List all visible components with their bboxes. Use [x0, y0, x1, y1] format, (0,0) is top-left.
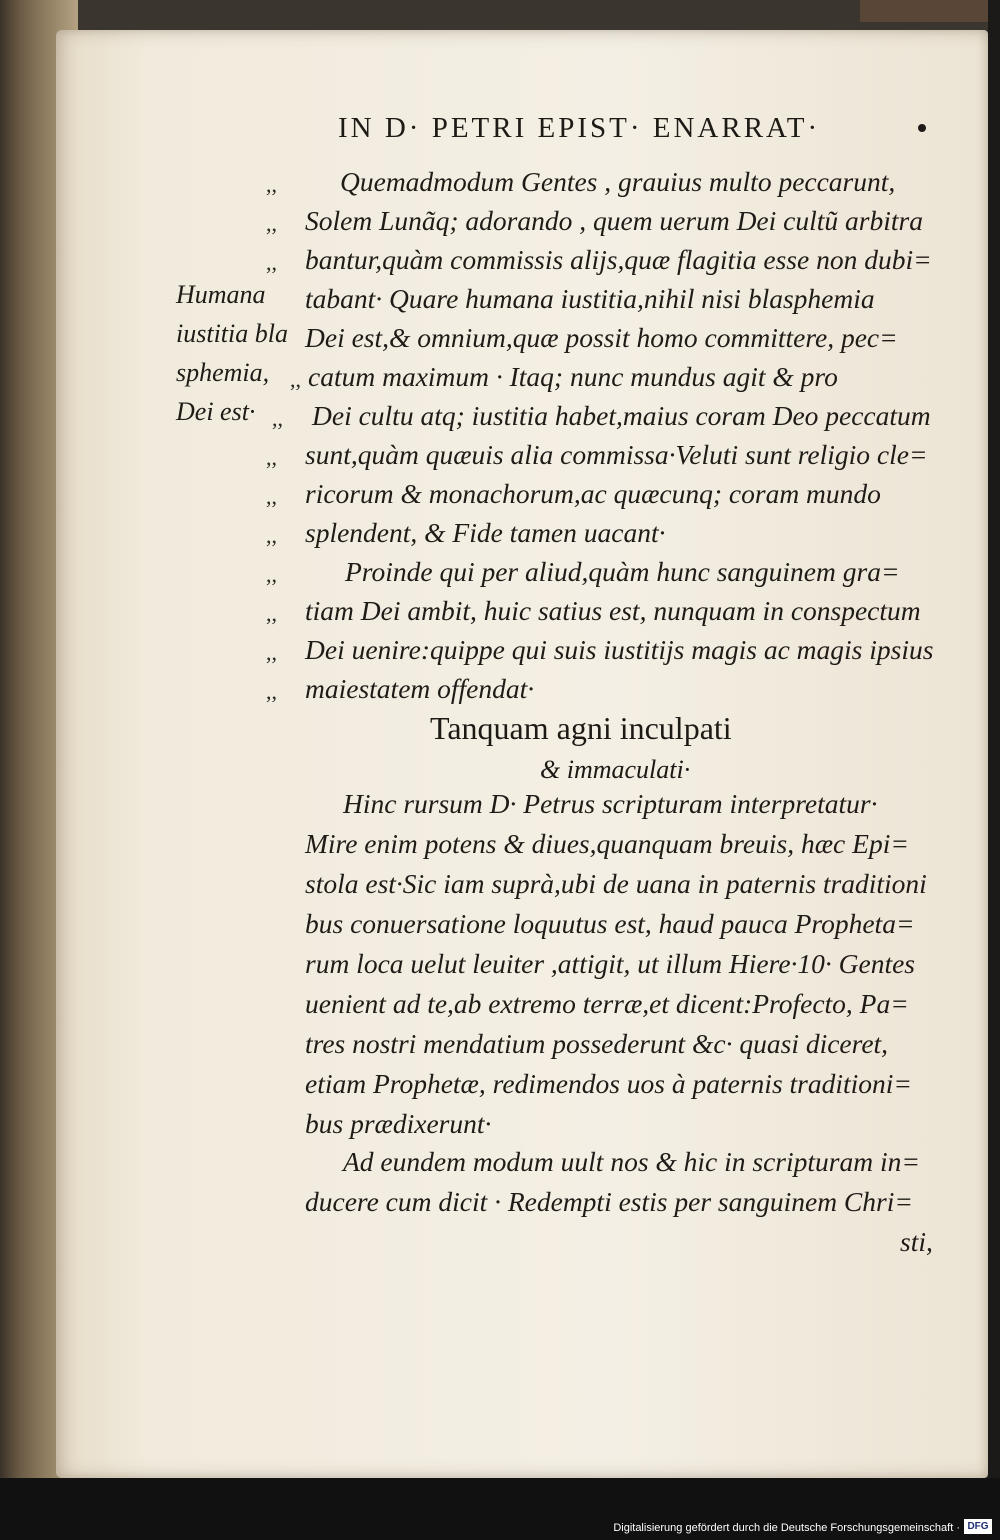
- marginal-note-line: Dei est·: [176, 397, 256, 426]
- quote-mark: ,,: [266, 211, 277, 236]
- quote-mark: ,,: [266, 640, 277, 665]
- funding-notice: Digitalisierung gefördert durch die Deutsche Forschungsgemeinschaft ·: [613, 1522, 960, 1534]
- book-cover-corner: [860, 0, 1000, 22]
- text-line: splendent, & Fide tamen uacant·: [305, 517, 666, 548]
- text-line: etiam Prophetæ, redimendos uos à paternis traditioni=: [305, 1068, 912, 1099]
- quote-mark: ,,: [266, 445, 277, 470]
- text-line: ducere cum dicit · Redempti estis per sanguinem Chri=: [305, 1186, 913, 1217]
- scan-top-background: [0, 0, 1000, 30]
- text-line: tabant· Quare humana iustitia,nihil nisi blasphemia: [305, 283, 875, 314]
- text-line: bus prædixerunt·: [305, 1108, 492, 1139]
- text-line: stola est·Sic iam suprà,ubi de uana in paternis traditioni: [305, 868, 927, 899]
- text-line: Quemadmodum Gentes , grauius multo peccarunt,: [340, 166, 896, 197]
- text-line: Ad eundem modum uult nos & hic in scripturam in=: [343, 1146, 920, 1177]
- quote-mark: ,,: [266, 601, 277, 626]
- quote-mark: ,,: [266, 679, 277, 704]
- text-line: maiestatem offendat·: [305, 673, 535, 704]
- text-line: ricorum & monachorum,ac quæcunq; coram mundo: [305, 478, 881, 509]
- text-line: rum loca uelut leuiter ,attigit, ut illum Hiere·10· Gentes: [305, 948, 916, 979]
- quote-mark: ,,: [290, 367, 301, 392]
- text-line: Dei cultu atq; iustitia habet,maius coram Deo peccatum: [312, 400, 931, 431]
- dfg-logo: DFG: [964, 1519, 992, 1534]
- quote-mark: ,,: [266, 250, 277, 275]
- marginal-note-line: iustitia bla: [176, 319, 288, 348]
- text-line: uenient ad te,ab extremo terræ,et dicent:Profecto, Pa=: [305, 988, 909, 1019]
- marginal-note-line: sphemia,: [176, 358, 270, 387]
- text-line: bantur,quàm commissis alijs,quæ flagitia esse non dubi=: [305, 244, 932, 275]
- text-line: sunt,quàm quæuis alia commissa·Veluti sunt religio cle=: [305, 439, 928, 470]
- text-line: Solem Lunãq; adorando , quem uerum Dei cultũ arbitra: [305, 205, 923, 236]
- scan-right-background: [988, 0, 1000, 1500]
- marginal-note-line: Humana: [176, 280, 266, 309]
- running-head-ornament: [918, 124, 926, 132]
- text-line: Dei est,& omnium,quæ possit homo committere, pec=: [305, 322, 898, 353]
- running-head: IN D· PETRI EPIST· ENARRAT·: [338, 112, 821, 144]
- text-line: Dei uenire:quippe qui suis iustitijs magis ac magis ipsius: [305, 634, 934, 665]
- text-line: catum maximum · Itaq; nunc mundus agit & pro: [308, 361, 838, 392]
- text-line: Mire enim potens & diues,quanquam breuis, hæc Epi=: [305, 828, 909, 859]
- text-line: Proinde qui per aliud,quàm hunc sanguinem gra=: [345, 556, 900, 587]
- text-line: Hinc rursum D· Petrus scripturam interpretatur·: [343, 788, 878, 819]
- text-line: bus conuersatione loquutus est, haud pauca Propheta=: [305, 908, 915, 939]
- quote-mark: ,,: [266, 172, 277, 197]
- quote-mark: ,,: [266, 562, 277, 587]
- section-heading: Tanquam agni inculpati: [430, 710, 732, 746]
- quote-mark: ,,: [266, 523, 277, 548]
- section-subheading: & immaculati·: [540, 755, 691, 784]
- text-line: tres nostri mendatium possederunt &c· quasi diceret,: [305, 1028, 889, 1059]
- catchword: sti,: [900, 1226, 933, 1257]
- text-line: tiam Dei ambit, huic satius est, nunquam in conspectum: [305, 595, 921, 626]
- quote-mark: ,,: [272, 406, 283, 431]
- quote-mark: ,,: [266, 484, 277, 509]
